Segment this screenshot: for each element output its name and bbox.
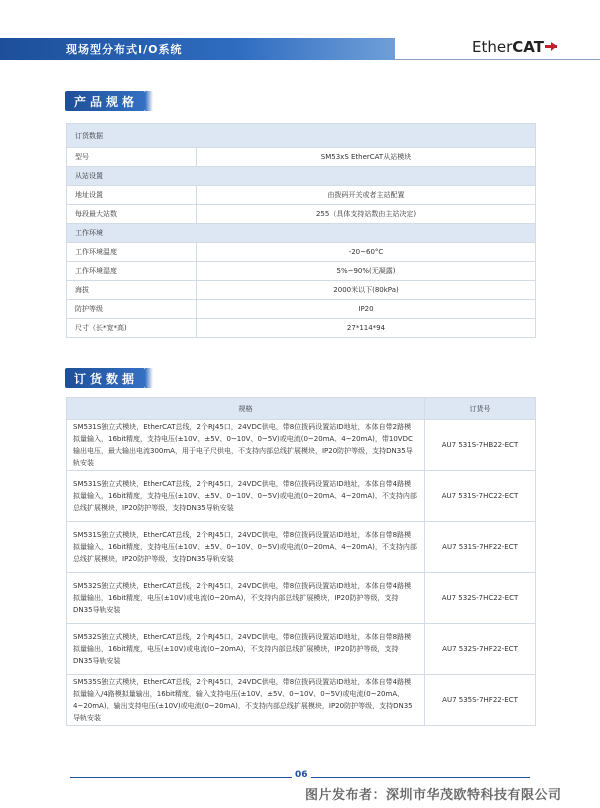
order-row <box>67 522 536 573</box>
order-row <box>67 471 536 522</box>
spec-category-label: 从站设置 <box>67 167 536 186</box>
spec-row <box>67 243 536 262</box>
spec-row <box>67 186 536 205</box>
spec-section-title: 产品规格 <box>65 91 145 111</box>
logo-text: Ether <box>472 38 513 56</box>
spec-category-row <box>67 167 536 186</box>
order-row <box>67 675 536 726</box>
page-header <box>0 0 600 66</box>
spec-label: 工作环境湿度 <box>67 262 197 281</box>
spec-table <box>66 123 536 338</box>
spec-label: 海拔 <box>67 281 197 300</box>
spec-value: 5%~90%(无凝露) <box>197 262 536 281</box>
column-header-spec: 规格 <box>67 398 425 420</box>
spec-category-label: 工作环境 <box>67 224 536 243</box>
spec-row <box>67 281 536 300</box>
spec-row <box>67 205 536 224</box>
spec-label: 尺寸（长*宽*高) <box>67 319 197 338</box>
logo-arrow-icon <box>545 42 557 52</box>
spec-value: 由拨码开关或者主站配置 <box>197 186 536 205</box>
order-number: AU7 532S-7HF22-ECT <box>425 624 536 675</box>
order-description: SM531S独立式模块，EtherCAT总线，2个RJ45口，24VDC供电，带8位拨码设置站ID地址，本体自带8路模拟量输入，16bit精度，支持电压(±10V、±5V、0~10V、0~5V)或电流(0~20mA、4~20mA)，不支持内部总线扩展模块，IP20防护等级，支持DN35导轨安装 <box>67 522 425 573</box>
ethercat-logo <box>472 38 557 58</box>
spec-value: IP20 <box>197 300 536 319</box>
spec-value: SM53xS EtherCAT从站模块 <box>197 148 536 167</box>
order-number: AU7 535S-7HF22-ECT <box>425 675 536 726</box>
spec-category-row <box>67 124 536 148</box>
spec-value: -20~60°C <box>197 243 536 262</box>
spec-category-label: 订货数据 <box>67 124 536 148</box>
spec-label: 工作环境温度 <box>67 243 197 262</box>
order-number: AU7 531S-7HB22-ECT <box>425 420 536 471</box>
spec-value: 255（具体支持站数由主站决定) <box>197 205 536 224</box>
column-header-order-number: 订货号 <box>425 398 536 420</box>
spec-row <box>67 262 536 281</box>
order-description: SM531S独立式模块，EtherCAT总线，2个RJ45口，24VDC供电，带8位拨码设置站ID地址，本体自带4路模拟量输入，16bit精度，支持电压(±10V、±5V、0~10V、0~5V)或电流(0~20mA、4~20mA)，不支持内部总线扩展模块，IP20防护等级，支持DN35导轨安装 <box>67 471 425 522</box>
order-row <box>67 624 536 675</box>
spec-row <box>67 148 536 167</box>
order-description: SM535S独立式模块，EtherCAT总线，2个RJ45口，24VDC供电，带8位拨码设置站ID地址，本体自带4路模拟量输入/4路模拟量输出，16bit精度，输入支持电压(±10V、±5V、0~10V、0~5V)或电流(0~20mA、4~20mA)，输出支持电压(±10V)或电流(0~20mA)，不支持内部总线扩展模块，IP20防护等级，支持DN35导轨安装 <box>67 675 425 726</box>
order-number: AU7 531S-7HF22-ECT <box>425 522 536 573</box>
order-row <box>67 573 536 624</box>
order-table <box>66 397 536 726</box>
order-number: AU7 531S-7HC22-ECT <box>425 471 536 522</box>
spec-label: 地址设置 <box>67 186 197 205</box>
spec-label: 防护等级 <box>67 300 197 319</box>
spec-category-row <box>67 224 536 243</box>
spec-value: 27*114*94 <box>197 319 536 338</box>
header-title: 现场型分布式I/O系统 <box>66 43 183 56</box>
image-credit: 图片发布者：深圳市华茂欧特科技有限公司 <box>305 788 562 803</box>
spec-row <box>67 300 536 319</box>
order-section-title: 订货数据 <box>65 368 145 388</box>
spec-row <box>67 319 536 338</box>
header-divider <box>395 59 600 60</box>
header-band <box>0 38 395 60</box>
logo-text-bold: CAT <box>512 38 544 56</box>
spec-value: 2000米以下(80kPa) <box>197 281 536 300</box>
order-description: SM532S独立式模块，EtherCAT总线，2个RJ45口，24VDC供电，带8位拨码设置站ID地址，本体自带8路模拟量输出，16bit精度，电压(±10V)或电流(0~20mA)，不支持内部总线扩展模块，IP20防护等级，支持DN35导轨安装 <box>67 624 425 675</box>
order-row <box>67 420 536 471</box>
page-number: 06 <box>292 770 311 780</box>
order-table-header <box>67 398 536 420</box>
spec-label: 型号 <box>67 148 197 167</box>
order-description: SM532S独立式模块，EtherCAT总线，2个RJ45口，24VDC供电，带8位拨码设置站ID地址，本体自带4路模拟量输出，16bit精度，电压(±10V)或电流(0~20mA)，不支持内部总线扩展模块，IP20防护等级，支持DN35导轨安装 <box>67 573 425 624</box>
spec-label: 每段最大站数 <box>67 205 197 224</box>
order-description: SM531S独立式模块，EtherCAT总线，2个RJ45口，24VDC供电，带8位拨码设置站ID地址，本体自带2路模拟量输入，16bit精度，支持电压(±10V、±5V、0~10V、0~5V)或电流(0~20mA、4~20mA)，带10VDC输出电压，最大输出电流300mA，用于电子尺供电，不支持内部总线扩展模块，IP20防护等级，支持DN35导轨安装 <box>67 420 425 471</box>
order-number: AU7 532S-7HC22-ECT <box>425 573 536 624</box>
